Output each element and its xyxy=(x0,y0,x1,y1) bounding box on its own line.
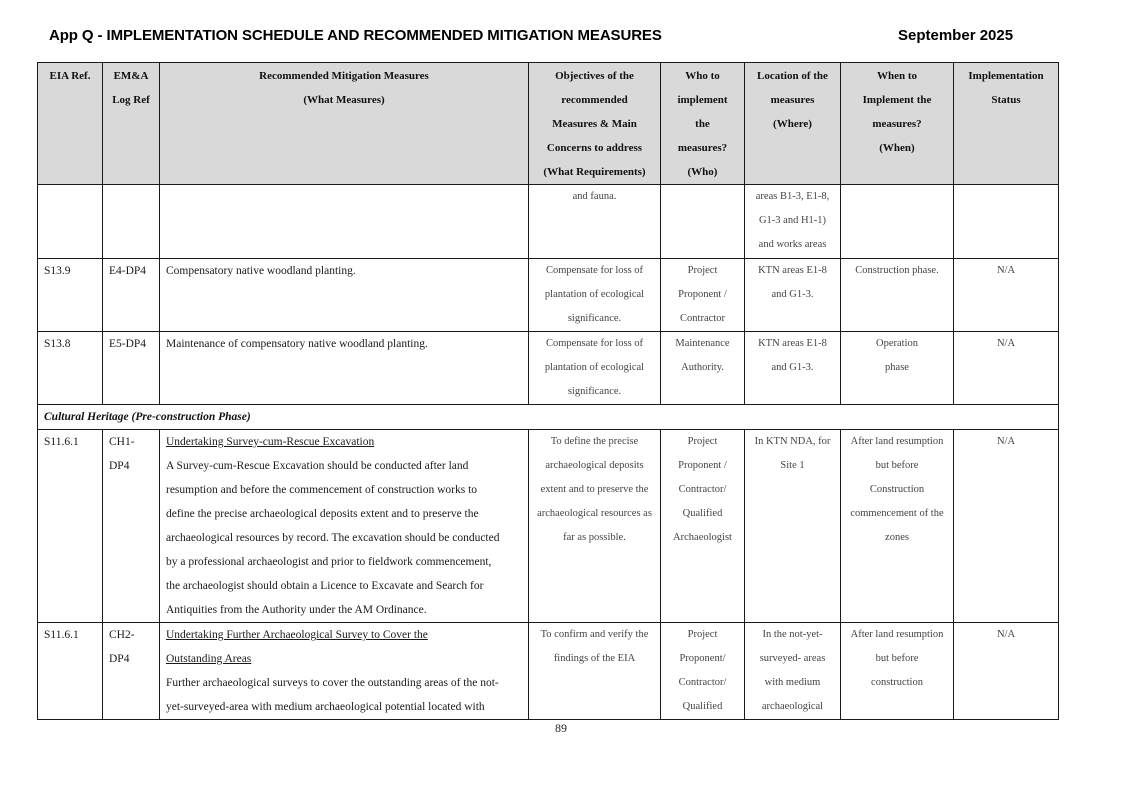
log-ref-cell xyxy=(103,332,160,405)
when-cell xyxy=(841,259,954,332)
column-header-em-a-log-ref xyxy=(103,63,160,185)
who-cell xyxy=(661,430,745,623)
column-header-line: recommended xyxy=(561,94,628,106)
objectives-cell-line: far as possible. xyxy=(563,532,626,543)
eia-ref-cell: S13.9 xyxy=(38,259,103,332)
location-cell-line: G1-3 and H1-1) xyxy=(758,215,827,226)
location-cell xyxy=(745,332,841,405)
who-cell-line: Proponent / xyxy=(678,289,727,300)
location-cell-line: and works areas xyxy=(758,239,827,250)
objectives-cell-line: plantation of ecological xyxy=(544,362,645,373)
log-ref-cell xyxy=(103,623,160,720)
column-header-line: Implementation xyxy=(968,70,1044,82)
objectives-cell-line: significance. xyxy=(567,313,622,324)
eia-ref-cell xyxy=(38,185,103,259)
location-cell xyxy=(745,185,841,259)
objectives-cell-line: plantation of ecological xyxy=(544,289,645,300)
column-header-line: Status xyxy=(991,94,1021,106)
location-cell-line: and G1-3. xyxy=(771,289,814,300)
implementation-status-cell: N/A xyxy=(954,623,1059,720)
mitigation-measure-cell xyxy=(160,259,529,332)
table-row xyxy=(38,185,1059,259)
log-ref-cell xyxy=(103,430,160,623)
column-header-line: (What Measures) xyxy=(303,94,385,106)
table-row xyxy=(38,259,1059,332)
column-header-location xyxy=(745,63,841,185)
objectives-cell xyxy=(529,185,661,259)
column-header-line: measures? xyxy=(872,118,922,130)
implementation-schedule-table xyxy=(37,62,1059,720)
who-cell xyxy=(661,185,745,259)
when-cell xyxy=(841,185,954,259)
column-header-objectives xyxy=(529,63,661,185)
when-cell xyxy=(841,623,954,720)
column-header-line: (When) xyxy=(879,142,915,154)
objectives-cell-line: archaeological resources as xyxy=(537,508,652,519)
when-cell xyxy=(841,430,954,623)
who-cell-line: Proponent/ xyxy=(679,653,726,664)
measure-text: resumption and before the commencement of construction works to xyxy=(166,484,478,496)
eia-ref-cell: S13.8 xyxy=(38,332,103,405)
when-cell-line: but before xyxy=(875,460,919,471)
who-cell-line: Maintenance xyxy=(675,338,730,349)
when-cell-line: construction xyxy=(871,677,923,688)
objectives-cell xyxy=(529,623,661,720)
mitigation-measure-cell xyxy=(160,623,529,720)
measure-text: the archaeologist should obtain a Licence to Excavate and Search for xyxy=(166,580,484,592)
column-header-line: Objectives of the xyxy=(555,70,634,82)
log-ref-cell-line: DP4 xyxy=(109,460,130,472)
objectives-cell-line: and fauna. xyxy=(572,191,617,202)
objectives-cell xyxy=(529,430,661,623)
log-ref-cell-line: DP4 xyxy=(109,653,130,665)
when-cell-line: Operation xyxy=(876,338,918,349)
log-ref-cell-line: CH1- xyxy=(109,436,135,448)
measure-text: by a professional archaeologist and prior to fieldwork commencement, xyxy=(166,556,492,568)
who-cell-line: Proponent / xyxy=(678,460,727,471)
measure-title: Undertaking Further Archaeological Survey to Cover the xyxy=(166,629,428,641)
location-cell-line: In the not-yet- xyxy=(762,629,823,640)
measure-text: yet-surveyed-area with medium archaeological potential located with xyxy=(166,701,485,713)
page-number: 89 xyxy=(555,721,567,735)
log-ref-cell xyxy=(103,259,160,332)
who-cell-line: Authority. xyxy=(681,362,724,373)
when-cell xyxy=(841,332,954,405)
location-cell-line: areas B1-3, E1-8, xyxy=(755,191,830,202)
who-cell-line: Project xyxy=(687,265,718,276)
when-cell-line: zones xyxy=(885,532,909,543)
who-cell-line: Qualified xyxy=(682,701,723,712)
objectives-cell-line: To define the precise xyxy=(550,436,639,447)
location-cell-line: Site 1 xyxy=(780,460,805,471)
column-header-line: When to xyxy=(876,70,918,82)
location-cell-line: In KTN NDA, for xyxy=(754,436,831,447)
column-header-line: implement xyxy=(677,94,728,106)
location-cell-line: with medium xyxy=(764,677,821,688)
table-row xyxy=(38,623,1059,720)
who-cell-line: Archaeologist xyxy=(673,532,732,543)
column-header-who-to-implement xyxy=(661,63,745,185)
implementation-status-cell: N/A xyxy=(954,332,1059,405)
column-header-line: Log Ref xyxy=(112,94,150,106)
when-cell-line: commencement of the xyxy=(850,508,944,519)
objectives-cell-line: findings of the EIA xyxy=(553,653,636,664)
column-header-line: Implement the xyxy=(862,94,932,106)
objectives-cell-line: Compensate for loss of xyxy=(545,338,644,349)
column-header-line: Measures & Main xyxy=(552,118,637,130)
table-header-row xyxy=(38,63,1059,185)
section-title: Cultural Heritage (Pre-construction Phase) xyxy=(38,405,1059,430)
when-cell-line: Construction xyxy=(869,484,925,495)
table-row xyxy=(38,430,1059,623)
column-header-line: the xyxy=(695,118,710,130)
implementation-status-cell xyxy=(954,185,1059,259)
location-cell-line: and G1-3. xyxy=(771,362,814,373)
column-header-line: Concerns to address xyxy=(546,142,643,154)
mitigation-measure-cell xyxy=(160,430,529,623)
who-cell-line: Contractor/ xyxy=(678,484,727,495)
column-header-line: (Who) xyxy=(687,166,718,178)
who-cell xyxy=(661,259,745,332)
when-cell-line: After land resumption xyxy=(850,629,944,640)
who-cell-line: Contractor/ xyxy=(678,677,727,688)
location-cell-line: archaeological xyxy=(761,701,824,712)
column-header-implementation-status xyxy=(954,63,1059,185)
column-header-recommended-measures xyxy=(160,63,529,185)
measure-text: Antiquities from the Authority under the AM Ordinance. xyxy=(166,604,427,616)
measure-text: Compensatory native woodland planting. xyxy=(166,265,356,277)
location-cell xyxy=(745,259,841,332)
location-cell-line: surveyed- areas xyxy=(759,653,826,664)
measure-title: Undertaking Survey-cum-Rescue Excavation xyxy=(166,436,375,448)
measure-text: Maintenance of compensatory native woodland planting. xyxy=(166,338,428,350)
column-header-line: EM&A xyxy=(113,70,149,82)
section-header-row xyxy=(38,405,1059,430)
objectives-cell-line: significance. xyxy=(567,386,622,397)
objectives-cell xyxy=(529,332,661,405)
document-date: September 2025 xyxy=(898,27,1014,44)
column-header-eia-ref xyxy=(38,63,103,185)
log-ref-cell-line: CH2- xyxy=(109,629,135,641)
who-cell-line: Project xyxy=(687,629,718,640)
who-cell-line: Qualified xyxy=(682,508,723,519)
table-row xyxy=(38,332,1059,405)
objectives-cell-line: archaeological deposits xyxy=(545,460,644,471)
log-ref-cell xyxy=(103,185,160,259)
who-cell xyxy=(661,332,745,405)
eia-ref-cell: S11.6.1 xyxy=(38,430,103,623)
implementation-status-cell: N/A xyxy=(954,430,1059,623)
measure-text: Further archaeological surveys to cover the outstanding areas of the not- xyxy=(166,677,499,689)
objectives-cell xyxy=(529,259,661,332)
location-cell xyxy=(745,623,841,720)
column-header-line: Recommended Mitigation Measures xyxy=(259,70,429,82)
when-cell-line: Construction phase. xyxy=(855,265,939,276)
column-header-line: EIA Ref. xyxy=(49,70,91,82)
who-cell-line: Project xyxy=(687,436,718,447)
column-header-line: Location of the xyxy=(757,70,828,82)
who-cell xyxy=(661,623,745,720)
column-header-line: (Where) xyxy=(773,118,812,130)
objectives-cell-line: Compensate for loss of xyxy=(545,265,644,276)
objectives-cell-line: extent and to preserve the xyxy=(540,484,649,495)
log-ref-cell-line: E4-DP4 xyxy=(109,265,147,277)
when-cell-line: After land resumption xyxy=(850,436,944,447)
location-cell-line: KTN areas E1-8 xyxy=(758,338,827,349)
column-header-line: measures? xyxy=(677,142,728,154)
objectives-cell-line: To confirm and verify the xyxy=(540,629,649,640)
when-cell-line: phase xyxy=(885,362,909,373)
implementation-status-cell: N/A xyxy=(954,259,1059,332)
column-header-line: measures xyxy=(770,94,815,106)
mitigation-measure-cell xyxy=(160,185,529,259)
eia-ref-cell: S11.6.1 xyxy=(38,623,103,720)
measure-text: archaeological resources by record. The excavation should be conducted xyxy=(166,532,500,544)
measure-text: A Survey-cum-Rescue Excavation should be conducted after land xyxy=(166,460,469,472)
log-ref-cell-line: E5-DP4 xyxy=(109,338,147,350)
when-cell-line: but before xyxy=(875,653,919,664)
document-title: App Q - IMPLEMENTATION SCHEDULE AND RECOMMENDED MITIGATION MEASURES xyxy=(49,27,662,44)
measure-text: define the precise archaeological deposits extent and to preserve the xyxy=(166,508,479,520)
location-cell-line: KTN areas E1-8 xyxy=(758,265,827,276)
mitigation-measure-cell xyxy=(160,332,529,405)
column-header-line: (What Requirements) xyxy=(543,166,646,178)
column-header-when-to-implement xyxy=(841,63,954,185)
column-header-line: Who to xyxy=(685,70,720,82)
who-cell-line: Contractor xyxy=(680,313,725,324)
location-cell xyxy=(745,430,841,623)
measure-title: Outstanding Areas xyxy=(166,653,252,665)
